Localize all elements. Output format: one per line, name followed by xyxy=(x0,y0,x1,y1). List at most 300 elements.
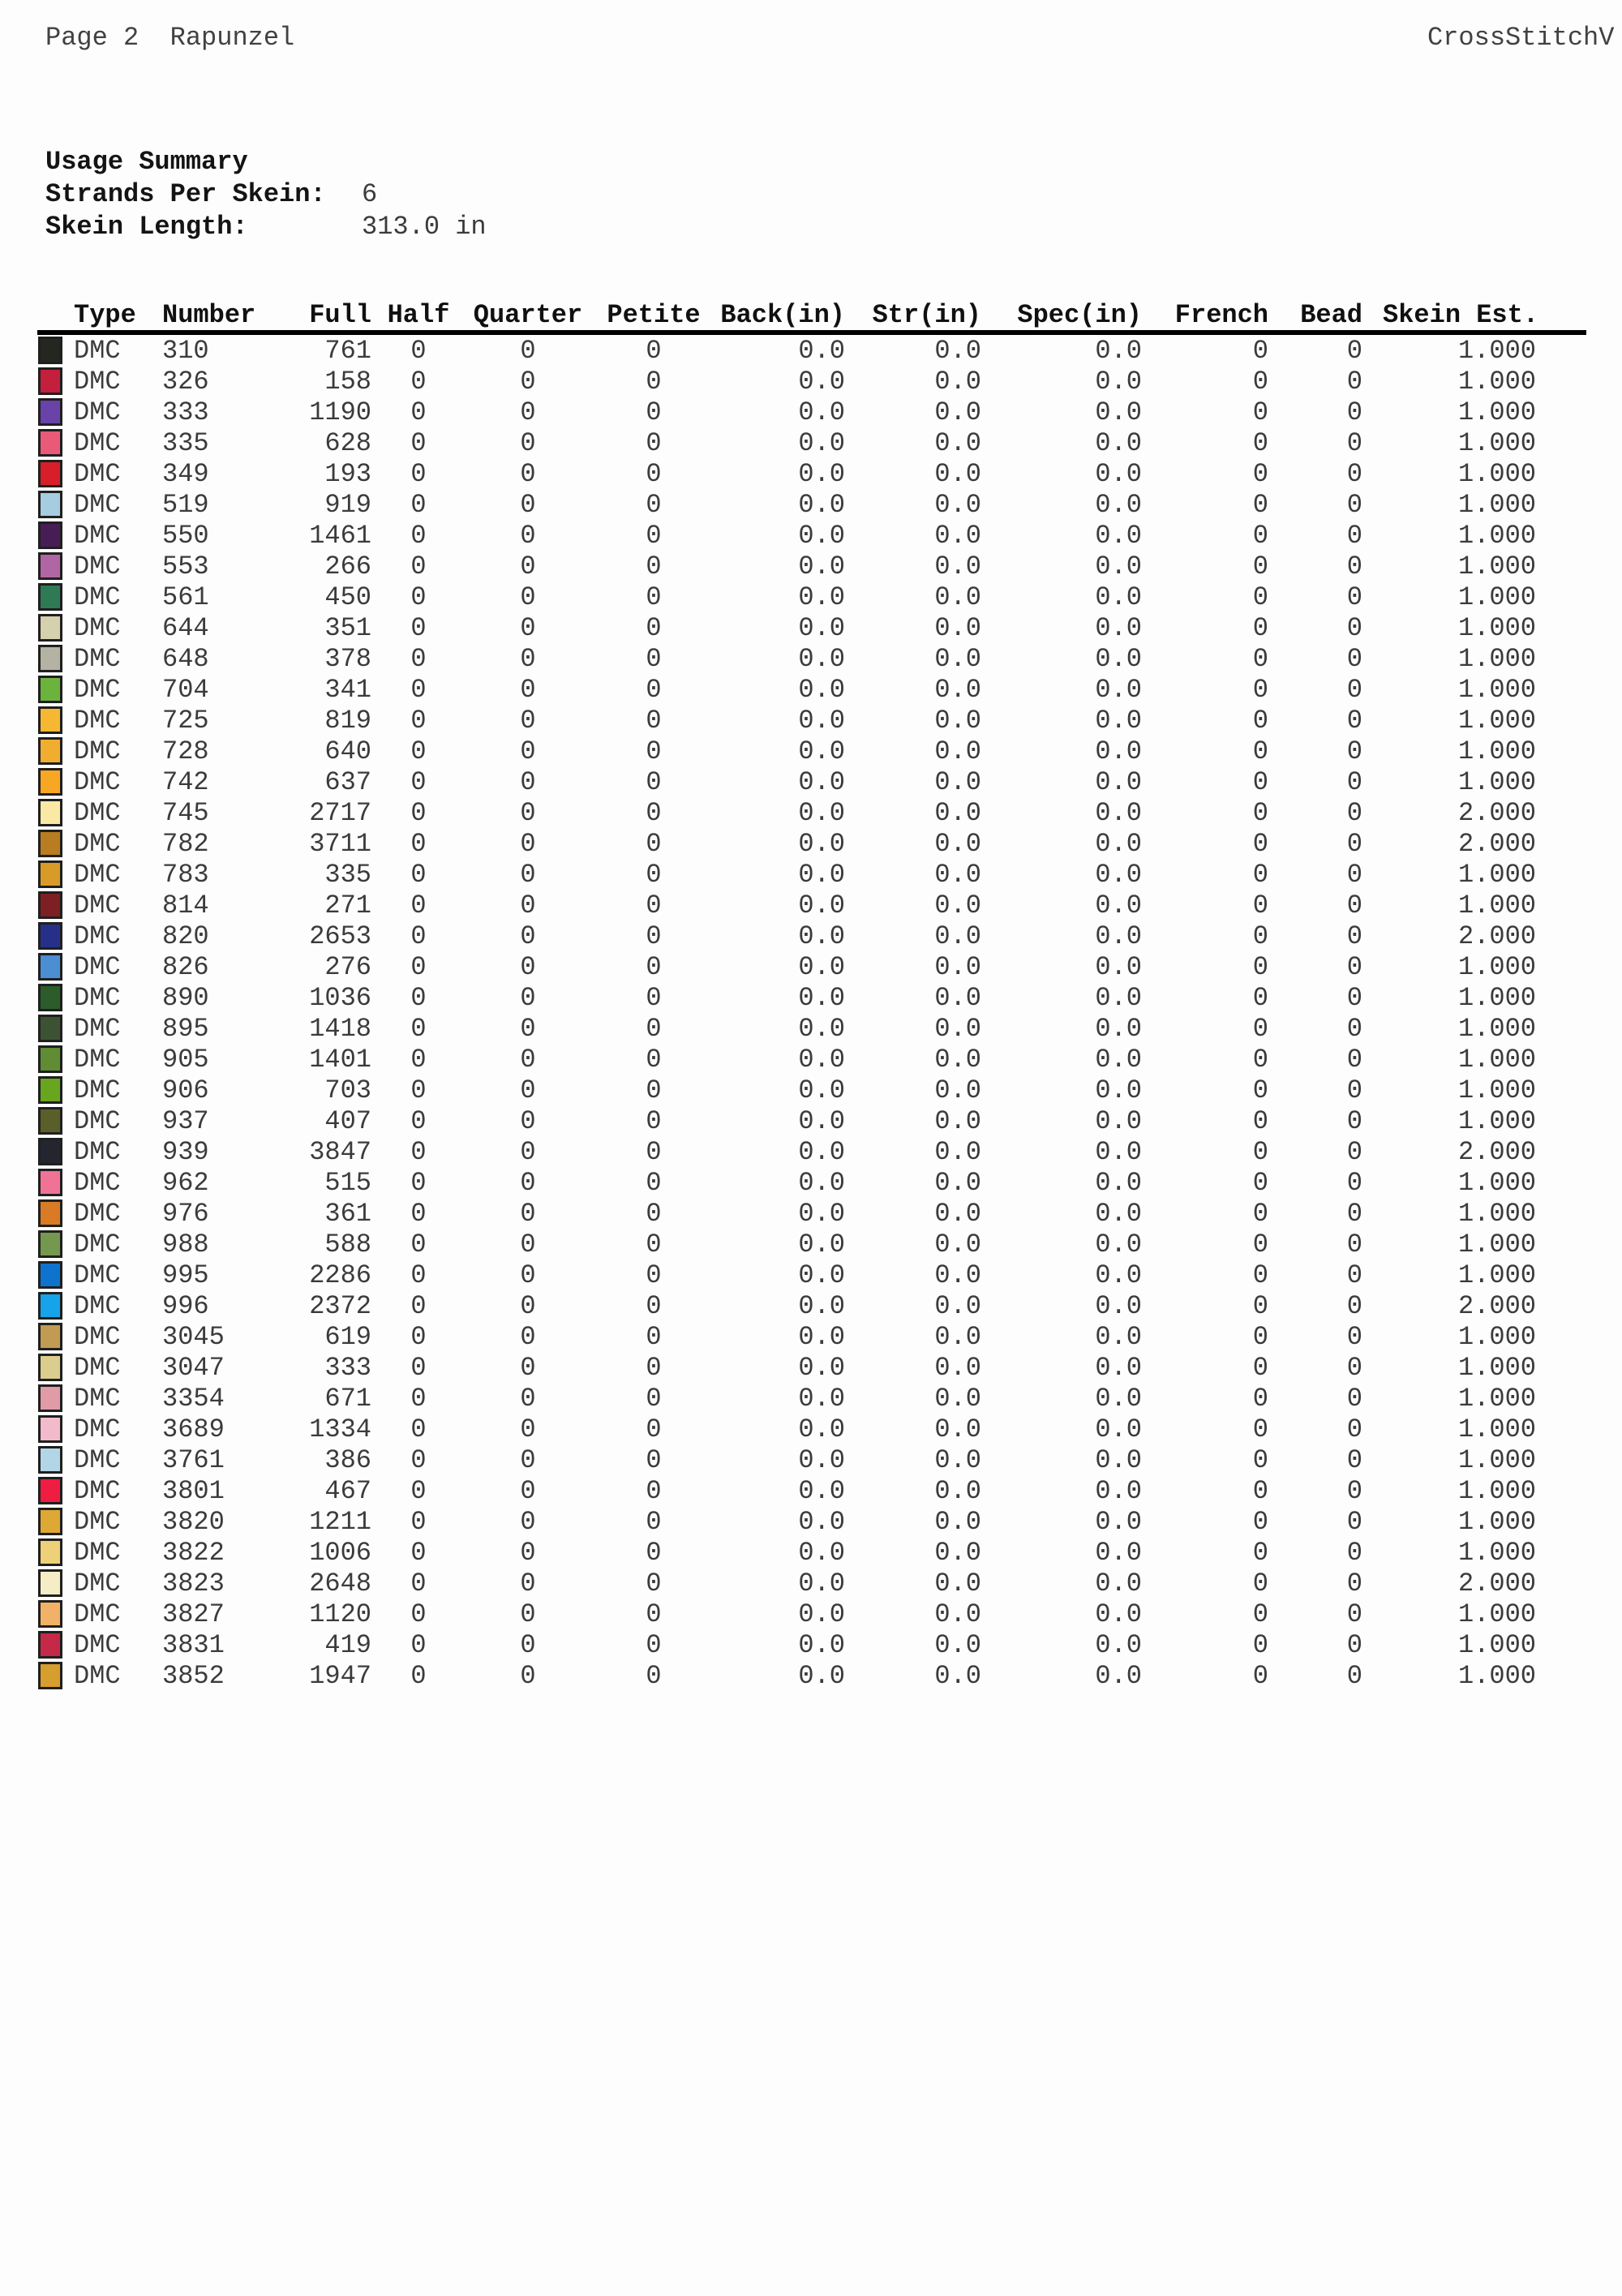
cell-type: DMC xyxy=(74,551,121,582)
cell-french: 0 xyxy=(1252,1105,1268,1136)
cell-bead: 0 xyxy=(1346,1044,1362,1075)
cell-spec: 0.0 xyxy=(1095,1383,1142,1414)
column-header-french: French xyxy=(1147,300,1285,333)
cell-quarter: 0 xyxy=(520,1383,536,1414)
table-row xyxy=(37,1044,1586,1075)
swatch-cell xyxy=(37,582,73,612)
table-row xyxy=(37,458,1586,489)
cell-type: DMC xyxy=(74,582,121,612)
cell-back: 0.0 xyxy=(798,1414,845,1444)
cell-bead: 0 xyxy=(1346,1229,1362,1260)
cell-number: 519 xyxy=(162,489,209,520)
cell-petite: 0 xyxy=(646,1321,662,1352)
cell-quarter: 0 xyxy=(520,1629,536,1660)
swatch-cell xyxy=(37,1537,73,1568)
cell-full: 2286 xyxy=(309,1260,371,1290)
cell-back: 0.0 xyxy=(798,859,845,890)
cell-str: 0.0 xyxy=(934,1414,981,1444)
cell-half: 0 xyxy=(410,951,427,982)
cell-type: DMC xyxy=(74,612,121,643)
cell-type: DMC xyxy=(74,489,121,520)
cell-type: DMC xyxy=(74,1506,121,1537)
swatch-cell xyxy=(37,674,73,705)
cell-skein: 1.000 xyxy=(1457,1599,1536,1629)
cell-back: 0.0 xyxy=(798,951,845,982)
cell-spec: 0.0 xyxy=(1095,674,1142,705)
cell-back: 0.0 xyxy=(798,1475,845,1506)
cell-full: 1036 xyxy=(309,982,371,1013)
cell-half: 0 xyxy=(410,1198,427,1229)
cell-back: 0.0 xyxy=(798,1383,845,1414)
cell-full: 619 xyxy=(324,1321,371,1352)
cell-full: 276 xyxy=(324,951,371,982)
cell-spec: 0.0 xyxy=(1095,1321,1142,1352)
cell-quarter: 0 xyxy=(520,674,536,705)
cell-bead: 0 xyxy=(1346,366,1362,397)
cell-bead: 0 xyxy=(1346,1105,1362,1136)
cell-bead: 0 xyxy=(1346,582,1362,612)
column-header-type: Type xyxy=(73,300,161,333)
cell-spec: 0.0 xyxy=(1095,1105,1142,1136)
cell-spec: 0.0 xyxy=(1095,1537,1142,1568)
swatch-cell xyxy=(37,1629,73,1660)
thread-color-swatch xyxy=(38,1384,62,1412)
cell-petite: 0 xyxy=(646,1568,662,1599)
table-row xyxy=(37,366,1586,397)
cell-bead: 0 xyxy=(1346,951,1362,982)
cell-str: 0.0 xyxy=(934,551,981,582)
cell-full: 335 xyxy=(324,859,371,890)
cell-number: 745 xyxy=(162,797,209,828)
cell-skein: 2.000 xyxy=(1457,1290,1536,1321)
cell-quarter: 0 xyxy=(520,766,536,797)
cell-skein: 1.000 xyxy=(1457,489,1536,520)
column-header-quarter: Quarter xyxy=(464,300,592,333)
cell-half: 0 xyxy=(410,612,427,643)
table-row xyxy=(37,397,1586,427)
cell-spec: 0.0 xyxy=(1095,1599,1142,1629)
cell-number: 962 xyxy=(162,1167,209,1198)
thread-color-swatch xyxy=(38,706,62,734)
cell-str: 0.0 xyxy=(934,859,981,890)
thread-color-swatch xyxy=(38,984,62,1011)
cell-type: DMC xyxy=(74,520,121,551)
cell-skein: 1.000 xyxy=(1457,1167,1536,1198)
cell-str: 0.0 xyxy=(934,1321,981,1352)
cell-bead: 0 xyxy=(1346,736,1362,766)
swatch-cell xyxy=(37,1414,73,1444)
thread-color-swatch xyxy=(38,1477,62,1504)
swatch-cell xyxy=(37,1075,73,1105)
thread-color-swatch xyxy=(38,922,62,950)
cell-spec: 0.0 xyxy=(1095,1260,1142,1290)
cell-skein: 1.000 xyxy=(1457,1352,1536,1383)
thread-color-swatch xyxy=(38,1292,62,1320)
cell-skein: 1.000 xyxy=(1457,1537,1536,1568)
cell-french: 0 xyxy=(1252,1013,1268,1044)
cell-quarter: 0 xyxy=(520,1414,536,1444)
cell-skein: 1.000 xyxy=(1457,1506,1536,1537)
cell-type: DMC xyxy=(74,674,121,705)
cell-number: 644 xyxy=(162,612,209,643)
table-row xyxy=(37,1105,1586,1136)
cell-number: 783 xyxy=(162,859,209,890)
cell-back: 0.0 xyxy=(798,1105,845,1136)
cell-skein: 1.000 xyxy=(1457,1321,1536,1352)
cell-back: 0.0 xyxy=(798,1290,845,1321)
cell-spec: 0.0 xyxy=(1095,736,1142,766)
cell-full: 193 xyxy=(324,458,371,489)
cell-type: DMC xyxy=(74,366,121,397)
column-header-swatch xyxy=(37,300,73,333)
cell-skein: 1.000 xyxy=(1457,951,1536,982)
cell-full: 761 xyxy=(324,335,371,366)
swatch-cell xyxy=(37,1383,73,1414)
cell-skein: 1.000 xyxy=(1457,982,1536,1013)
cell-quarter: 0 xyxy=(520,1506,536,1537)
cell-half: 0 xyxy=(410,1013,427,1044)
cell-skein: 1.000 xyxy=(1457,1229,1536,1260)
cell-skein: 1.000 xyxy=(1457,1075,1536,1105)
cell-french: 0 xyxy=(1252,520,1268,551)
swatch-cell xyxy=(37,643,73,674)
cell-bead: 0 xyxy=(1346,1013,1362,1044)
cell-full: 2653 xyxy=(309,921,371,951)
cell-spec: 0.0 xyxy=(1095,1075,1142,1105)
cell-spec: 0.0 xyxy=(1095,890,1142,921)
column-header-number: Number xyxy=(161,300,266,333)
table-row xyxy=(37,1568,1586,1599)
skein-length-value: 313.0 in xyxy=(362,212,487,242)
cell-french: 0 xyxy=(1252,951,1268,982)
cell-back: 0.0 xyxy=(798,1506,845,1537)
thread-color-swatch xyxy=(38,1508,62,1535)
cell-number: 326 xyxy=(162,366,209,397)
cell-half: 0 xyxy=(410,1475,427,1506)
cell-back: 0.0 xyxy=(798,1660,845,1691)
cell-french: 0 xyxy=(1252,1629,1268,1660)
table-row xyxy=(37,828,1586,859)
cell-skein: 1.000 xyxy=(1457,427,1536,458)
cell-back: 0.0 xyxy=(798,1444,845,1475)
cell-half: 0 xyxy=(410,489,427,520)
cell-french: 0 xyxy=(1252,1321,1268,1352)
cell-full: 919 xyxy=(324,489,371,520)
cell-type: DMC xyxy=(74,890,121,921)
thread-color-swatch xyxy=(38,1015,62,1042)
cell-half: 0 xyxy=(410,1660,427,1691)
cell-str: 0.0 xyxy=(934,797,981,828)
cell-type: DMC xyxy=(74,736,121,766)
cell-type: DMC xyxy=(74,1136,121,1167)
cell-bead: 0 xyxy=(1346,1136,1362,1167)
swatch-cell xyxy=(37,1506,73,1537)
cell-number: 310 xyxy=(162,335,209,366)
cell-back: 0.0 xyxy=(798,1599,845,1629)
thread-color-swatch xyxy=(38,1045,62,1073)
cell-quarter: 0 xyxy=(520,859,536,890)
cell-str: 0.0 xyxy=(934,1167,981,1198)
cell-back: 0.0 xyxy=(798,1352,845,1383)
cell-str: 0.0 xyxy=(934,1013,981,1044)
thread-color-swatch xyxy=(38,1354,62,1381)
cell-str: 0.0 xyxy=(934,982,981,1013)
cell-type: DMC xyxy=(74,1229,121,1260)
cell-number: 976 xyxy=(162,1198,209,1229)
cell-str: 0.0 xyxy=(934,951,981,982)
table-row xyxy=(37,674,1586,705)
table-row xyxy=(37,1260,1586,1290)
cell-spec: 0.0 xyxy=(1095,1044,1142,1075)
table-row xyxy=(37,1167,1586,1198)
cell-french: 0 xyxy=(1252,335,1268,366)
cell-french: 0 xyxy=(1252,1198,1268,1229)
thread-color-swatch xyxy=(38,429,62,457)
cell-type: DMC xyxy=(74,458,121,489)
cell-back: 0.0 xyxy=(798,582,845,612)
thread-color-swatch xyxy=(38,1600,62,1628)
cell-number: 648 xyxy=(162,643,209,674)
table-row xyxy=(37,1444,1586,1475)
cell-quarter: 0 xyxy=(520,1075,536,1105)
swatch-cell xyxy=(37,458,73,489)
cell-full: 819 xyxy=(324,705,371,736)
cell-str: 0.0 xyxy=(934,736,981,766)
table-row xyxy=(37,1599,1586,1629)
cell-type: DMC xyxy=(74,1629,121,1660)
cell-number: 820 xyxy=(162,921,209,951)
cell-petite: 0 xyxy=(646,797,662,828)
cell-str: 0.0 xyxy=(934,674,981,705)
cell-full: 361 xyxy=(324,1198,371,1229)
cell-quarter: 0 xyxy=(520,1660,536,1691)
cell-half: 0 xyxy=(410,1290,427,1321)
cell-bead: 0 xyxy=(1346,1444,1362,1475)
cell-french: 0 xyxy=(1252,1599,1268,1629)
cell-spec: 0.0 xyxy=(1095,1013,1142,1044)
cell-number: 3823 xyxy=(162,1568,225,1599)
cell-type: DMC xyxy=(74,643,121,674)
cell-skein: 1.000 xyxy=(1457,1044,1536,1075)
cell-skein: 1.000 xyxy=(1457,612,1536,643)
cell-back: 0.0 xyxy=(798,1321,845,1352)
page-header-right: CrossStitchV xyxy=(1427,23,1615,53)
thread-color-swatch xyxy=(38,337,62,364)
cell-petite: 0 xyxy=(646,1537,662,1568)
cell-str: 0.0 xyxy=(934,1660,981,1691)
cell-full: 378 xyxy=(324,643,371,674)
cell-number: 3822 xyxy=(162,1537,225,1568)
cell-french: 0 xyxy=(1252,1444,1268,1475)
cell-back: 0.0 xyxy=(798,1568,845,1599)
cell-quarter: 0 xyxy=(520,921,536,951)
cell-skein: 2.000 xyxy=(1457,828,1536,859)
cell-full: 1947 xyxy=(309,1660,371,1691)
cell-petite: 0 xyxy=(646,1044,662,1075)
cell-type: DMC xyxy=(74,1013,121,1044)
cell-french: 0 xyxy=(1252,736,1268,766)
cell-full: 515 xyxy=(324,1167,371,1198)
cell-spec: 0.0 xyxy=(1095,612,1142,643)
cell-half: 0 xyxy=(410,1136,427,1167)
cell-petite: 0 xyxy=(646,1475,662,1506)
cell-petite: 0 xyxy=(646,427,662,458)
usage-summary-title: Usage Summary xyxy=(45,147,248,177)
cell-petite: 0 xyxy=(646,736,662,766)
cell-number: 995 xyxy=(162,1260,209,1290)
cell-petite: 0 xyxy=(646,1198,662,1229)
swatch-cell xyxy=(37,1229,73,1260)
cell-back: 0.0 xyxy=(798,458,845,489)
cell-half: 0 xyxy=(410,1105,427,1136)
cell-spec: 0.0 xyxy=(1095,1660,1142,1691)
cell-half: 0 xyxy=(410,921,427,951)
thread-color-swatch xyxy=(38,860,62,888)
table-row xyxy=(37,489,1586,520)
thread-color-swatch xyxy=(38,768,62,796)
cell-bead: 0 xyxy=(1346,890,1362,921)
cell-type: DMC xyxy=(74,1475,121,1506)
cell-skein: 1.000 xyxy=(1457,1414,1536,1444)
swatch-cell xyxy=(37,1290,73,1321)
cell-type: DMC xyxy=(74,1198,121,1229)
cell-type: DMC xyxy=(74,797,121,828)
cell-back: 0.0 xyxy=(798,921,845,951)
thread-color-swatch xyxy=(38,367,62,395)
cell-french: 0 xyxy=(1252,797,1268,828)
cell-full: 628 xyxy=(324,427,371,458)
cell-str: 0.0 xyxy=(934,458,981,489)
swatch-cell xyxy=(37,890,73,921)
cell-french: 0 xyxy=(1252,1044,1268,1075)
cell-quarter: 0 xyxy=(520,551,536,582)
thread-color-swatch xyxy=(38,491,62,518)
cell-back: 0.0 xyxy=(798,828,845,859)
cell-spec: 0.0 xyxy=(1095,1506,1142,1537)
cell-quarter: 0 xyxy=(520,1198,536,1229)
cell-skein: 1.000 xyxy=(1457,890,1536,921)
cell-str: 0.0 xyxy=(934,1136,981,1167)
swatch-cell xyxy=(37,1198,73,1229)
cell-type: DMC xyxy=(74,1383,121,1414)
cell-french: 0 xyxy=(1252,1568,1268,1599)
cell-skein: 1.000 xyxy=(1457,736,1536,766)
cell-petite: 0 xyxy=(646,674,662,705)
cell-quarter: 0 xyxy=(520,1568,536,1599)
cell-full: 640 xyxy=(324,736,371,766)
thread-color-swatch xyxy=(38,1230,62,1258)
cell-petite: 0 xyxy=(646,1013,662,1044)
cell-back: 0.0 xyxy=(798,551,845,582)
swatch-cell xyxy=(37,1013,73,1044)
cell-full: 271 xyxy=(324,890,371,921)
column-header-full: Full xyxy=(266,300,373,333)
cell-skein: 1.000 xyxy=(1457,1629,1536,1660)
cell-type: DMC xyxy=(74,1568,121,1599)
cell-spec: 0.0 xyxy=(1095,1568,1142,1599)
cell-quarter: 0 xyxy=(520,1260,536,1290)
cell-back: 0.0 xyxy=(798,766,845,797)
cell-petite: 0 xyxy=(646,335,662,366)
cell-quarter: 0 xyxy=(520,1321,536,1352)
strands-per-skein-label: Strands Per Skein: xyxy=(45,179,326,209)
thread-color-swatch xyxy=(38,1415,62,1443)
thread-color-swatch xyxy=(38,1076,62,1104)
cell-quarter: 0 xyxy=(520,828,536,859)
cell-quarter: 0 xyxy=(520,489,536,520)
swatch-cell xyxy=(37,397,73,427)
cell-full: 2648 xyxy=(309,1568,371,1599)
cell-spec: 0.0 xyxy=(1095,335,1142,366)
cell-number: 937 xyxy=(162,1105,209,1136)
cell-bead: 0 xyxy=(1346,1167,1362,1198)
column-header-str-in: Str(in) xyxy=(848,300,986,333)
cell-spec: 0.0 xyxy=(1095,921,1142,951)
cell-spec: 0.0 xyxy=(1095,1198,1142,1229)
cell-bead: 0 xyxy=(1346,1290,1362,1321)
swatch-cell xyxy=(37,1105,73,1136)
cell-str: 0.0 xyxy=(934,705,981,736)
cell-str: 0.0 xyxy=(934,1568,981,1599)
cell-french: 0 xyxy=(1252,1136,1268,1167)
cell-french: 0 xyxy=(1252,643,1268,674)
cell-bead: 0 xyxy=(1346,551,1362,582)
cell-skein: 1.000 xyxy=(1457,766,1536,797)
cell-type: DMC xyxy=(74,1290,121,1321)
cell-quarter: 0 xyxy=(520,520,536,551)
cell-back: 0.0 xyxy=(798,674,845,705)
table-row xyxy=(37,890,1586,921)
cell-petite: 0 xyxy=(646,643,662,674)
cell-french: 0 xyxy=(1252,859,1268,890)
cell-quarter: 0 xyxy=(520,1290,536,1321)
thread-color-swatch xyxy=(38,830,62,857)
cell-quarter: 0 xyxy=(520,366,536,397)
cell-type: DMC xyxy=(74,1321,121,1352)
cell-quarter: 0 xyxy=(520,582,536,612)
cell-half: 0 xyxy=(410,1383,427,1414)
cell-str: 0.0 xyxy=(934,489,981,520)
cell-petite: 0 xyxy=(646,982,662,1013)
table-row xyxy=(37,859,1586,890)
cell-bead: 0 xyxy=(1346,1414,1362,1444)
cell-spec: 0.0 xyxy=(1095,427,1142,458)
cell-str: 0.0 xyxy=(934,1599,981,1629)
cell-half: 0 xyxy=(410,1075,427,1105)
cell-skein: 1.000 xyxy=(1457,643,1536,674)
cell-spec: 0.0 xyxy=(1095,859,1142,890)
cell-half: 0 xyxy=(410,674,427,705)
cell-str: 0.0 xyxy=(934,397,981,427)
cell-spec: 0.0 xyxy=(1095,489,1142,520)
cell-full: 1401 xyxy=(309,1044,371,1075)
cell-quarter: 0 xyxy=(520,1229,536,1260)
thread-color-swatch xyxy=(38,552,62,580)
swatch-cell xyxy=(37,1260,73,1290)
cell-back: 0.0 xyxy=(798,1075,845,1105)
cell-half: 0 xyxy=(410,1568,427,1599)
thread-color-swatch xyxy=(38,1261,62,1289)
table-row xyxy=(37,1660,1586,1691)
cell-str: 0.0 xyxy=(934,1290,981,1321)
cell-type: DMC xyxy=(74,397,121,427)
swatch-cell xyxy=(37,1568,73,1599)
cell-petite: 0 xyxy=(646,1660,662,1691)
skein-length-label: Skein Length: xyxy=(45,212,248,242)
cell-quarter: 0 xyxy=(520,1537,536,1568)
cell-bead: 0 xyxy=(1346,1537,1362,1568)
swatch-cell xyxy=(37,736,73,766)
